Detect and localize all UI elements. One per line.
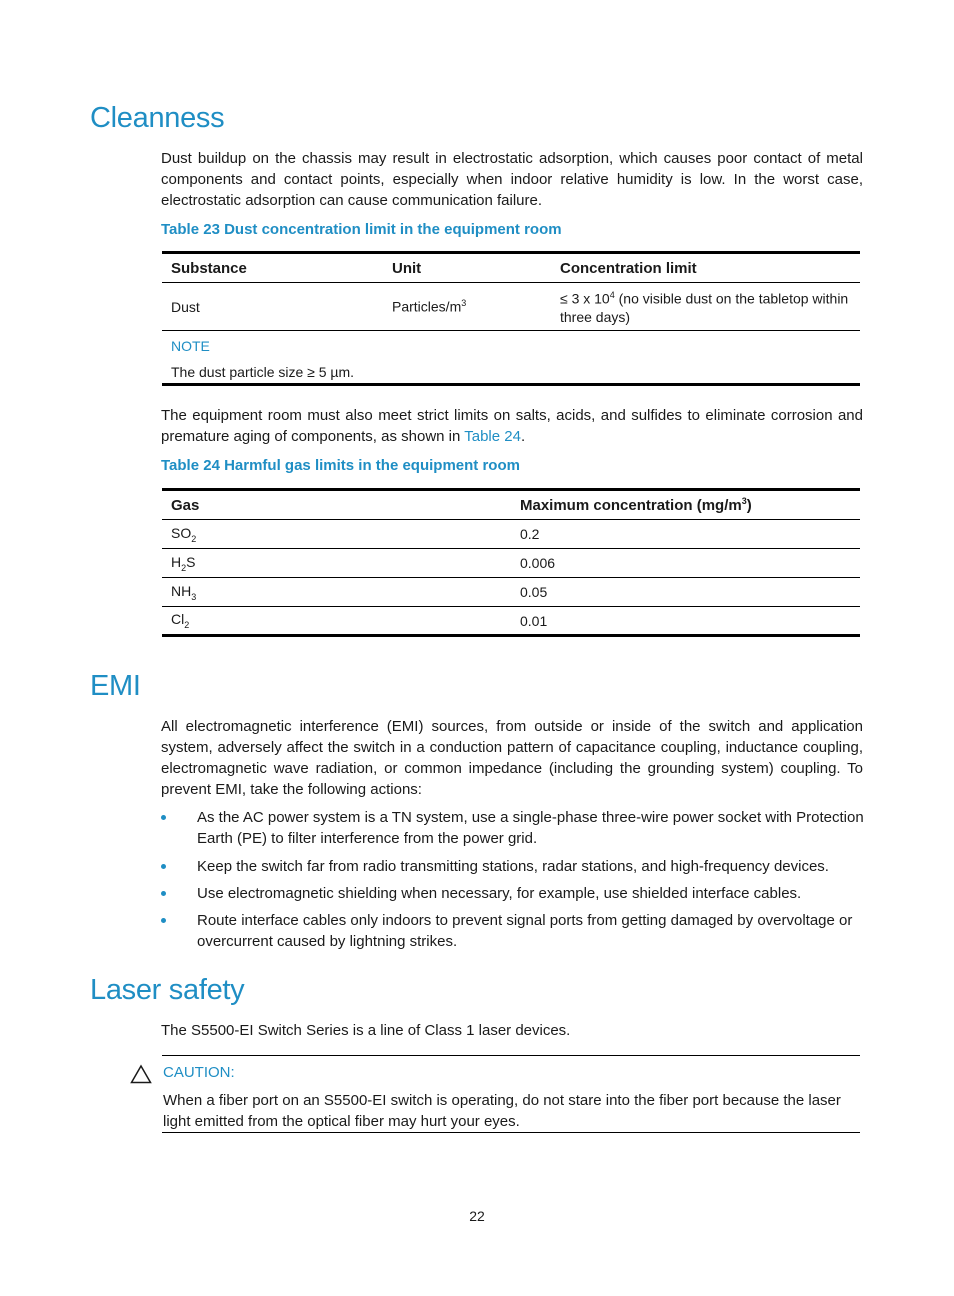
header-concentration: Concentration limit — [560, 259, 697, 277]
list-item: As the AC power system is a TN system, use a single-phase three-wire power socket with Protection Earth (PE) to filter interference from the power grid. — [161, 807, 867, 849]
caution-top-rule — [162, 1055, 860, 1056]
cell-value: 0.01 — [520, 612, 548, 629]
section-heading-cleanness: Cleanness — [90, 102, 225, 134]
cell-unit: Particles/$m^3$ — [392, 298, 467, 315]
list-item: Keep the switch far from radio transmitting stations, radar stations, and high-frequency devices. — [161, 856, 867, 877]
gas-table — [162, 488, 860, 637]
table-row — [162, 549, 860, 578]
cell-gas: $SO_2$ — [171, 524, 197, 544]
section-heading-laser-safety: Laser safety — [90, 974, 245, 1006]
table-row — [162, 520, 860, 549]
emi-actions-list — [161, 807, 867, 952]
cell-value: 0.2 — [520, 526, 540, 542]
table-row — [162, 607, 860, 636]
header-substance: Substance — [171, 259, 247, 277]
header-unit: Unit — [392, 259, 422, 277]
cell-substance: Dust — [171, 298, 200, 315]
dust-table — [162, 251, 860, 386]
table24-caption: Table 24 Harmful gas limits in the equipment room — [161, 457, 520, 474]
header-gas: Gas — [171, 496, 200, 514]
bullet-icon — [161, 864, 166, 869]
emi-intro: All electromagnetic interference (EMI) sources, from outside or inside of the switch and application system, adversely affect the switch in a conduction pattern of capacitance coupling, inductance coupling, electromagnetic wave radiation, or common impedance (including the grounding system) coupling. To prevent EMI, take the following actions: — [161, 718, 863, 798]
note-text: The dust particle size ≥ 5 µm. — [171, 364, 355, 380]
cleanness-para2: The equipment room must also meet strict limits on salts, acids, and sulfides to eliminate corrosion and premature aging of components, as shown in Table 24. — [161, 407, 863, 445]
cell-gas: $H_2S$ — [171, 553, 196, 573]
note-row — [162, 331, 860, 385]
cell-limit: ≤ 3 x $10^4$ (no visible dust on the tabletop within three days) — [560, 289, 849, 326]
section-heading-emi: EMI — [90, 670, 141, 702]
header-max-concentration: Maximum concentration $(mg/m^3)$ — [520, 496, 752, 514]
cell-gas: $Cl_2$ — [171, 611, 190, 630]
table-row — [162, 283, 860, 331]
caution-bottom-rule — [162, 1132, 860, 1133]
list-item: Use electromagnetic shielding when necessary, for example, use shielded interface cables. — [161, 883, 867, 904]
bullet-icon — [161, 891, 166, 896]
table23-caption: Table 23 Dust concentration limit in the equipment room — [161, 221, 562, 238]
cell-value: 0.05 — [520, 584, 548, 600]
bullet-icon — [161, 918, 166, 923]
note-label: NOTE — [171, 338, 210, 354]
cell-gas: $NH_3$ — [171, 582, 197, 602]
caution-text: When a fiber port on an S5500-EI switch is operating, do not stare into the fiber port because the laser light emitted from the optical fiber may hurt your eyes. — [163, 1092, 841, 1130]
table-row — [162, 578, 860, 607]
cleanness-intro: Dust buildup on the chassis may result in electrostatic adsorption, which causes poor contact of metal components and contact points, especially when indoor relative humidity is low. In the worst case, electrostatic adsorption can cause communication failure. — [161, 150, 863, 209]
list-item: Route interface cables only indoors to prevent signal ports from getting damaged by overvoltage or overcurrent caused by lightning strikes. — [161, 910, 867, 952]
laser-intro: The S5500-EI Switch Series is a line of Class 1 laser devices. — [161, 1022, 571, 1039]
table24-link[interactable]: Table 24 — [464, 428, 521, 445]
caution-label: CAUTION: — [163, 1064, 235, 1081]
bullet-icon — [161, 815, 166, 820]
caution-triangle-icon — [130, 1064, 152, 1084]
cell-value: 0.006 — [520, 555, 556, 571]
page-number: 22 — [469, 1208, 485, 1224]
